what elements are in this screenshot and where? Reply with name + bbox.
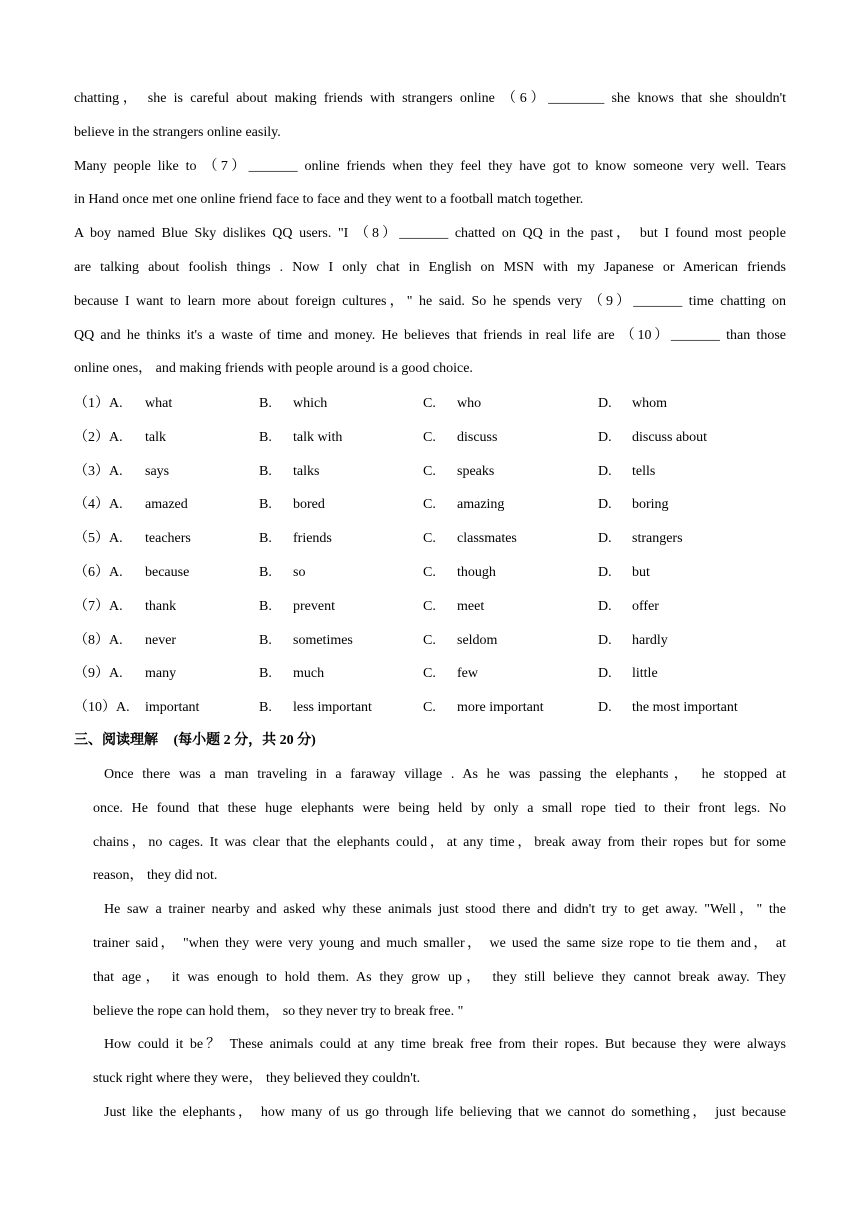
option-d-letter: D. [598,565,612,580]
option-row [74,563,786,583]
option-c-letter: C. [423,396,436,411]
option-a: because [145,565,190,580]
question-number: （8）A. [74,632,123,648]
option-b: sometimes [293,632,353,648]
option-b-letter: B. [259,531,272,547]
option-d-letter: D. [598,666,612,682]
section-heading [74,731,316,751]
option-a: says [145,463,170,479]
passage-line: because I want to learn more about foreign cultures，" he said. So he spends very （9）_______ time chatting on [74,293,786,309]
option-b-letter: B. [259,666,272,682]
option-d: offer [632,598,659,614]
option-d: discuss about [632,429,708,445]
reading-line: Just like the elephants， how many of us go through life believing that we cannot do something， just because [104,1105,786,1120]
option-a: what [145,396,173,411]
option-d: the most important [632,700,738,716]
option-d-letter: D. [598,429,612,445]
option-b: talk with [293,429,343,445]
option-b-letter: B. [259,598,272,614]
option-b-letter: B. [259,700,272,716]
question-number: （9）A. [74,666,123,682]
section-title: 三、阅读理解 [74,733,158,748]
option-c-letter: C. [423,598,436,614]
option-b-letter: B. [259,497,272,513]
option-b: friends [293,531,332,547]
option-a: thank [145,598,177,614]
option-d-letter: D. [598,396,612,411]
option-c-letter: C. [423,565,436,580]
option-row [74,631,786,651]
reading-line: chains，no cages. It was clear that the elephants could，at any time，break away from their ropes but for some [93,834,786,850]
section-score-note: (每小题 2 分，共 20 分) [173,733,316,748]
option-d: tells [632,463,656,479]
option-d: hardly [632,632,668,648]
option-c: though [457,565,496,580]
option-a: amazed [145,497,188,513]
option-row [74,529,786,549]
passage-line: believe in the strangers online easily. [74,124,281,140]
option-d: whom [632,396,667,411]
option-b: bored [293,497,325,513]
option-b-letter: B. [259,429,272,445]
option-c: discuss [457,429,498,445]
passage-line: chatting， she is careful about making friends with strangers online （6）________ she knows that she shouldn't [74,91,786,106]
reading-line: that age， it was enough to hold them. As they grow up， they still believe they cannot break away. They [93,969,786,985]
option-b: talks [293,463,320,479]
option-c-letter: C. [423,700,436,716]
option-c-letter: C. [423,666,436,682]
reading-line: stuck right where they were， they believed they couldn't. [93,1071,421,1087]
question-number: （10）A. [74,700,130,716]
option-b-letter: B. [259,396,272,411]
question-number: （6）A. [74,565,123,580]
option-c: seldom [457,632,498,648]
option-c: amazing [457,497,505,513]
option-a: talk [145,429,166,445]
passage-line: Many people like to （7）_______ online friends when they feel they have got to know someone very well. Tears [74,158,786,174]
option-d-letter: D. [598,497,612,513]
option-b-letter: B. [259,565,272,580]
option-b: less important [293,700,372,716]
option-b: prevent [293,598,335,614]
option-c: who [457,396,482,411]
passage-line: A boy named Blue Sky dislikes QQ users. "I （8）_______ chatted on QQ in the past， but I found most people [74,226,786,242]
option-row [74,462,786,482]
option-d-letter: D. [598,463,612,479]
option-b-letter: B. [259,463,272,479]
question-number: （5）A. [74,531,123,547]
option-c: more important [457,700,544,716]
passage-line: are talking about foolish things . Now I only chat in English on MSN with my Japanese or American friends [74,260,786,275]
option-b-letter: B. [259,632,272,648]
option-d-letter: D. [598,531,612,547]
reading-line: How could it be？ These animals could at any time break free from their ropes. But because they were always [104,1037,786,1053]
option-c-letter: C. [423,497,436,513]
option-c: classmates [457,531,517,547]
question-number: （1）A. [74,396,123,411]
option-d-letter: D. [598,598,612,614]
reading-line: He saw a trainer nearby and asked why these animals just stood there and didn't try to get away. "Well，" the [104,902,786,918]
question-number: （4）A. [74,497,123,513]
option-a: important [145,700,200,716]
option-c: meet [457,598,485,614]
option-a: never [145,632,177,648]
option-a: teachers [145,531,191,547]
option-row [74,597,786,617]
option-d: boring [632,497,669,513]
reading-line: trainer said， "when they were very young and much smaller， we used the same size rope to tie them and， at [93,936,786,951]
option-c-letter: C. [423,429,436,445]
option-d-letter: D. [598,700,612,716]
reading-line: reason， they did not. [93,868,218,884]
option-c: speaks [457,463,495,479]
reading-line: once. He found that these huge elephants were being held by only a small rope tied to their front legs. No [93,800,786,816]
option-c: few [457,666,478,682]
option-c-letter: C. [423,632,436,648]
passage-line: QQ and he thinks it's a waste of time and money. He believes that friends in real life are （10）_______ than those [74,327,786,343]
option-b: so [293,565,306,580]
option-b: much [293,666,325,682]
passage-line: online ones， and making friends with people around is a good choice. [74,361,473,377]
option-row [74,698,786,718]
option-row [74,394,786,414]
option-row [74,495,786,515]
option-row [74,664,786,684]
passage-line: in Hand once met one online friend face to face and they went to a football match together. [74,192,584,208]
option-d: strangers [632,531,683,547]
question-number: （2）A. [74,429,123,445]
option-d-letter: D. [598,632,612,648]
option-d: but [632,565,650,580]
option-row [74,428,786,448]
option-c-letter: C. [423,463,436,479]
option-b: which [293,396,328,411]
question-number: （7）A. [74,598,123,614]
question-number: （3）A. [74,463,123,479]
option-a: many [145,666,177,682]
reading-line: Once there was a man traveling in a faraway village . As he was passing the elephants， he stopped at [104,767,786,782]
option-d: little [632,666,658,682]
option-c-letter: C. [423,531,436,547]
reading-line: believe the rope can hold them， so they never try to break free. " [93,1003,464,1019]
